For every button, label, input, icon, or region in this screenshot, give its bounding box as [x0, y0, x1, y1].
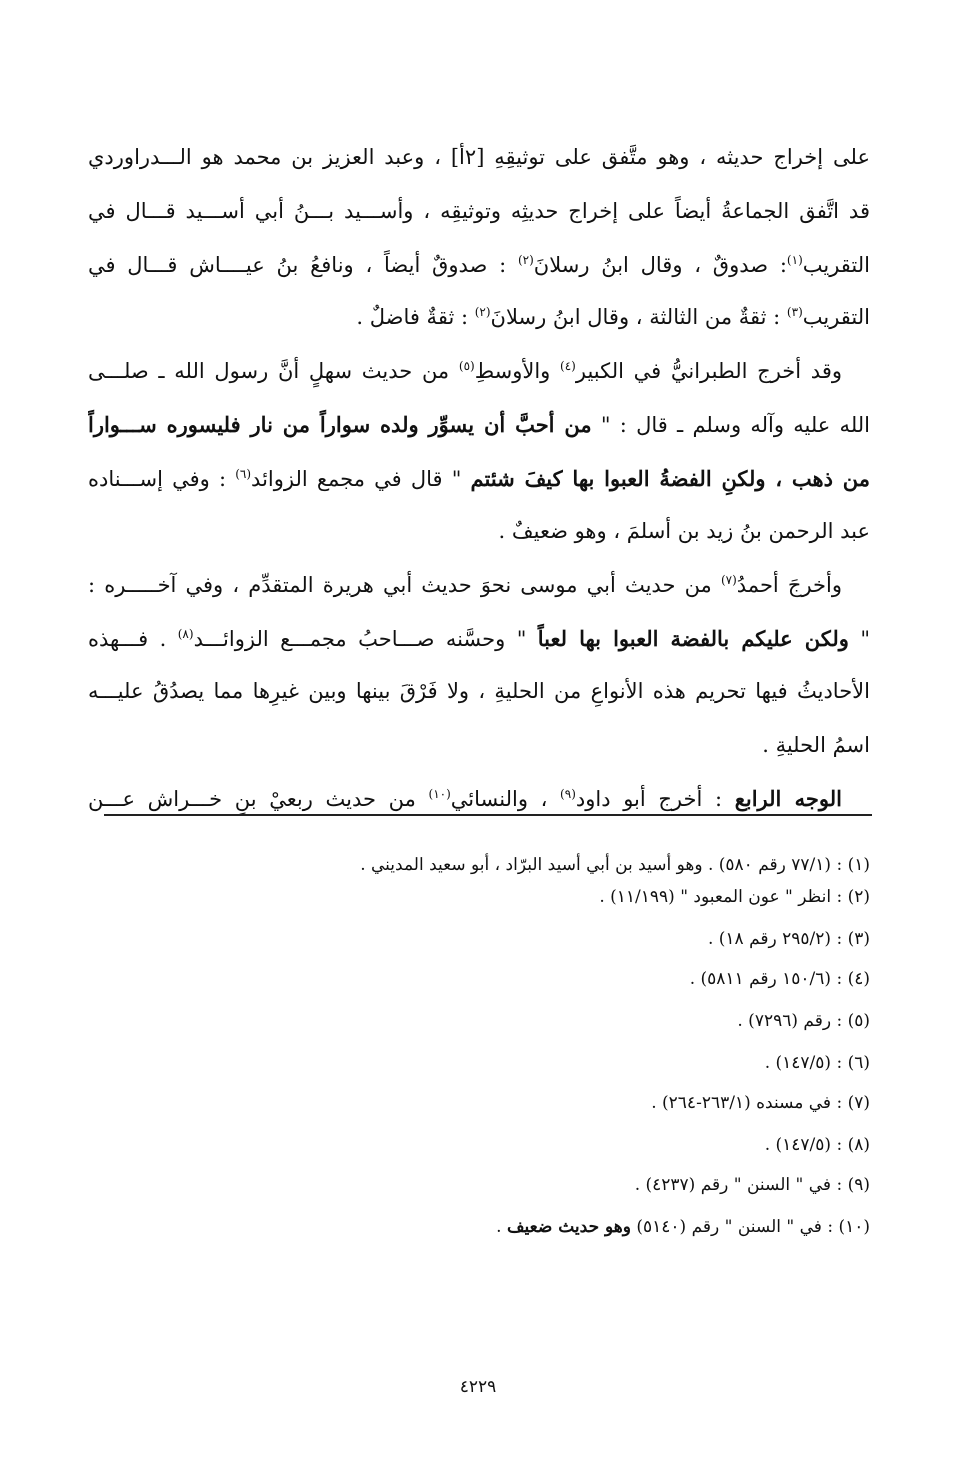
text-segment: " — [848, 627, 870, 651]
footnote-ref: (٣) — [786, 305, 803, 319]
footnote-line — [88, 1086, 870, 1120]
footnote-line — [88, 1046, 870, 1080]
footnote-ref: (٩) — [560, 787, 576, 801]
text-segment: " وحسَّنه صـــاحبُ مجمـــع الزوائـــد — [193, 627, 538, 651]
footnote-line — [88, 962, 870, 996]
footnote-separator — [104, 814, 872, 816]
body-line — [88, 238, 870, 292]
body-line — [88, 718, 870, 772]
footnote-line — [88, 1210, 870, 1244]
text-segment: على إخراج حديثه ، وهو متَّفق على توثيقِهِ [٢أ] ، وعبد العزيز بن محمد هو الـــدراوردي — [88, 145, 870, 169]
footnote-ref: (٦) — [235, 467, 252, 481]
body-line — [88, 130, 870, 184]
body-line — [88, 452, 870, 506]
text-segment: : ثقةٌ من الثالثة ، وقال ابنُ رسلانَ — [490, 305, 787, 329]
body-line — [88, 398, 870, 452]
bold-text: من أحبَّ أن يسوِّر ولده سواراً من نار فليسوره ســـواراً — [88, 412, 592, 437]
text-segment: (١) : (٧٧/١ رقم ٥٨٠) . وهو أسيد بن أبي أسيد البرّاد ، أبو سعيد المديني . — [360, 855, 870, 875]
text-segment: والأوسطِ — [474, 359, 561, 383]
footnote-ref: (١) — [786, 253, 803, 267]
text-segment: التقريب — [802, 305, 870, 329]
footnote-ref: (١٠) — [428, 787, 451, 801]
text-segment: : صدوقٌ ، وقال ابنُ رسلانَ — [533, 253, 787, 277]
bold-text: ولكن عليكم بالفضة العبوا بها لعباً — [537, 626, 849, 651]
footnote-line — [88, 1128, 870, 1162]
text-segment: (٣) : (٢٩٥/٢ رقم ١٨) . — [707, 929, 870, 949]
text-segment: " قال في مجمع الزوائد — [251, 467, 471, 491]
footnote-ref: (٧) — [720, 573, 737, 587]
footnote-ref: (٥) — [458, 359, 475, 373]
footnote-line — [88, 1168, 870, 1202]
text-segment: : أخرج أبو داود — [575, 787, 735, 811]
body-line — [88, 344, 870, 398]
bold-text: من ذهب ، ولكنِ الفضةُ العبوا بها كيفَ شئتم — [470, 466, 870, 491]
footnote-ref: (٢) — [474, 305, 491, 319]
body-line — [88, 612, 870, 666]
footnote-line — [88, 1004, 870, 1038]
text-segment: : وفي إســـناده — [88, 467, 236, 491]
bold-text: وهو حديث ضعيف — [506, 1217, 631, 1237]
text-segment: . فـــهذه — [88, 627, 178, 651]
text-segment: (٦) : (١٤٧/٥) . — [764, 1053, 870, 1073]
text-segment: : ثقةٌ فاضلٌ . — [356, 305, 475, 329]
text-segment: : صدوقٌ أيضاً ، ونافعُ بنُ عيــــاش قـــال في — [88, 253, 518, 277]
body-line — [88, 772, 870, 826]
text-segment: (٨) : (١٤٧/٥) . — [764, 1135, 870, 1155]
text-segment: وقد أخرج الطبرانيُّ في الكبير — [575, 359, 842, 383]
text-segment: التقريب — [802, 253, 870, 277]
footnote-ref: (٢) — [517, 253, 534, 267]
text-segment: ، والنسائي — [450, 787, 561, 811]
text-segment: (١٠) : في " السنن " رقم (٥١٤٠) — [630, 1217, 870, 1237]
text-segment: (٤) : (١٥٠/٦ رقم ٥٨١١) . — [689, 969, 870, 989]
body-line — [88, 558, 870, 612]
text-segment: الله عليه وآله وسلم ـ قال : " — [591, 413, 870, 437]
body-line — [88, 664, 870, 718]
body-line — [88, 290, 870, 344]
page-number: ٤٢٢٩ — [459, 1377, 497, 1397]
footnote-line — [88, 848, 870, 882]
text-segment: من حديث سهلٍ أنَّ رسول الله ـ صلـــى — [88, 359, 459, 383]
text-segment: من حديث أبي موسى نحوَ حديث أبي هريرة المتقدِّم ، وفي آخـــــره : — [88, 573, 721, 597]
body-line — [88, 184, 870, 238]
text-segment: (٩) : في " السنن " رقم (٤٢٣٧) . — [634, 1175, 870, 1195]
footnote-line — [88, 880, 870, 914]
text-segment: (٢) : انظر " عون المعبود " (١١/١٩٩) . — [599, 887, 870, 907]
text-segment: اسمُ الحليةِ . — [762, 733, 870, 757]
text-segment: عبد الرحمن بنُ زيد بن أسلمَ ، وهو ضعيفٌ . — [498, 519, 870, 543]
text-segment: وأخرجَ أحمدُ — [736, 573, 842, 597]
body-line — [88, 504, 870, 558]
text-segment: من حديث ربعيْ بنِ خـــراش عـــن — [88, 787, 429, 811]
bold-text: الوجه الرابع — [734, 786, 842, 811]
text-segment: (٥) : رقم (٧٢٩٦) . — [737, 1011, 870, 1031]
footnote-line — [88, 922, 870, 956]
text-segment: قد اتَّفق الجماعةُ أيضاً على إخراج حديثِه وتوثيقِه ، وأســـيد بـــنُ أبي أســـيد قـــال في — [88, 199, 870, 223]
text-segment: الأحاديثُ فيها تحريم هذه الأنواعِ من الحليةِ ، ولا فَرْقَ بينها وبين غيرِها مما يصدُقُ عليـــه — [88, 679, 870, 703]
text-segment: . — [496, 1217, 507, 1237]
text-segment: (٧) : في مسنده (٢٦٣/١-٢٦٤) . — [651, 1093, 870, 1113]
footnote-ref: (٨) — [177, 627, 194, 641]
footnote-ref: (٤) — [560, 359, 576, 373]
